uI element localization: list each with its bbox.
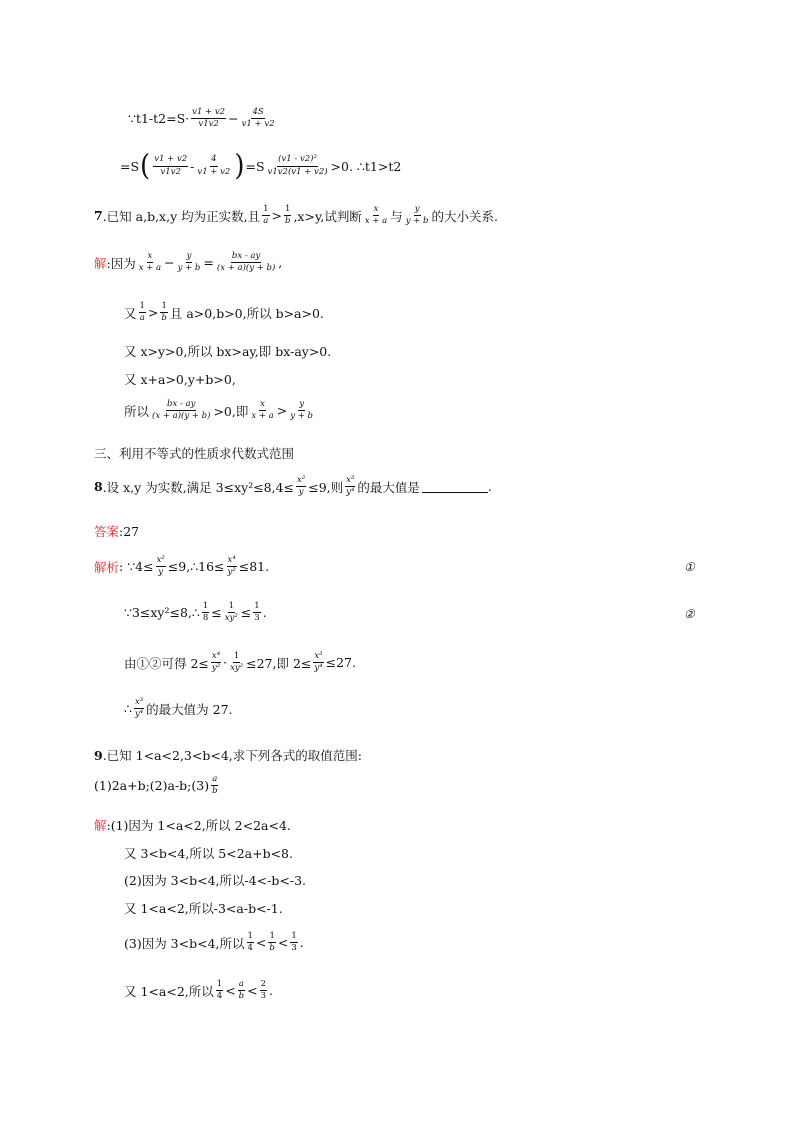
solution-7-line-4 — [124, 370, 236, 388]
solution-9-line-5 — [124, 932, 304, 954]
fraction: $\frac{x}{x + a}$ — [251, 399, 274, 422]
text: < — [225, 983, 236, 999]
text: .设 x,y 为实数,满足 3≤xy²≤8,4≤ — [102, 479, 295, 495]
text: 的最大值为 27. — [146, 701, 233, 717]
fraction: $\frac{1}{b}$ — [161, 301, 167, 324]
answer-8 — [94, 522, 139, 540]
solution-8-line-1 — [94, 556, 269, 578]
text: =S — [120, 158, 140, 174]
solution-7-line-2 — [124, 302, 324, 324]
text: = — [203, 255, 214, 271]
text: (2)因为 3<b<4,所以-4<-b<-3. — [124, 873, 307, 888]
fraction: $\frac{1}{3}$ — [291, 931, 297, 954]
solution-9-line-2 — [124, 844, 293, 862]
text: ,x>y,试判断 — [293, 208, 362, 224]
text: .已知 1<a<2,3<b<4,求下列各式的取值范围: — [102, 748, 362, 763]
text: , — [278, 255, 283, 271]
fraction: $\frac{a}{b}$ — [212, 774, 218, 797]
equation-marker-2: ② — [684, 607, 695, 621]
text: 又 3<b<4,所以 5<2a+b<8. — [124, 846, 293, 861]
text: - — [190, 158, 195, 174]
solution-8-line-2 — [124, 602, 267, 624]
text: < — [277, 935, 289, 951]
question-9 — [94, 746, 362, 764]
text: ≤27,即 2≤ — [246, 655, 312, 671]
question-number: 9 — [94, 747, 103, 763]
solution-8-line-3 — [124, 652, 356, 674]
fraction: $\frac{y}{y + b}$ — [405, 204, 429, 227]
text: (3)因为 3<b<4,所以 — [124, 935, 245, 951]
right-paren: ) — [234, 149, 245, 183]
solution-9-line-4 — [124, 899, 283, 917]
fraction: $\frac{bx - ay}{(x + a)(y + b)}$ — [152, 399, 211, 422]
fraction: $\frac{1}{b}$ — [285, 204, 291, 227]
fraction: $\frac{4S}{v1 + v2}$ — [241, 107, 275, 130]
text: (1)2a+b;(2)a-b;(3) — [94, 778, 210, 794]
text: . — [269, 983, 274, 999]
fraction: $\frac{y}{y + b}$ — [177, 251, 201, 274]
text: >0. ∴t1>t2 — [330, 158, 402, 174]
text: > — [147, 305, 159, 321]
solution-label: 解 — [94, 818, 107, 833]
fraction: $\frac{\text{x³}}{\text{y⁴}}$ — [314, 651, 323, 674]
text: . — [262, 605, 267, 621]
text: .已知 a,b,x,y 均为正实数,且 — [102, 208, 261, 224]
text: ≤9,则 — [308, 479, 344, 495]
left-paren: ( — [140, 149, 151, 183]
text: 又 x>y>0,所以 bx>ay,即 bx-ay>0. — [124, 344, 332, 359]
solution-8-line-4 — [124, 698, 233, 720]
text: . — [299, 935, 304, 951]
text: 的大小关系. — [431, 208, 498, 224]
fraction: $\frac{\text{x³}}{\text{y⁴}}$ — [346, 475, 355, 498]
fraction: $\frac{1}{\text{xy²}}$ — [224, 601, 238, 624]
text: · — [223, 655, 228, 671]
text: − — [228, 111, 239, 127]
text: . — [487, 479, 492, 495]
solution-9-line-6 — [124, 980, 273, 1002]
text: ≤ — [211, 605, 222, 621]
fraction: $\frac{\text{x²}}{y}$ — [156, 555, 165, 578]
solution-7-line-3 — [124, 342, 331, 360]
fraction: $\frac{4}{v1 + v2}$ — [197, 154, 231, 177]
text: >0,即 — [213, 403, 249, 419]
question-9-parts — [94, 775, 221, 797]
fraction: $\frac{\text{x³}}{\text{y⁴}}$ — [134, 697, 144, 720]
text: 由①②可得 2≤ — [124, 655, 209, 671]
fraction: $\frac{1}{\text{xy²}}$ — [230, 651, 244, 674]
text: > — [271, 208, 282, 224]
solution-7-line-1 — [94, 252, 282, 274]
text: ≤27. — [325, 655, 356, 671]
derivation-line-2 — [120, 149, 402, 183]
fraction: $\frac{1}{a}$ — [139, 301, 145, 324]
answer-value: :27 — [119, 523, 140, 539]
answer-blank — [422, 480, 488, 493]
fraction: $\frac{2}{3}$ — [260, 979, 267, 1002]
text: ∵t1-t2=S· — [128, 111, 190, 127]
fraction: $\frac{1}{a}$ — [263, 204, 269, 227]
solution-9-line-1 — [94, 816, 291, 834]
solution-label: 解 — [94, 255, 107, 271]
derivation-line-1 — [128, 108, 278, 130]
text: 与 — [390, 208, 403, 224]
text: 所以 — [124, 403, 150, 419]
fraction: $\frac{1}{3}$ — [254, 601, 260, 624]
question-7 — [94, 205, 498, 227]
fraction: $\frac{\text{x²}}{y}$ — [297, 475, 306, 498]
fraction: $\frac{1}{8}$ — [202, 601, 209, 624]
text: − — [164, 255, 175, 271]
text: 且 a>0,b>0,所以 b>a>0. — [169, 305, 324, 321]
text: 又 — [124, 305, 137, 321]
fraction: $\frac{\text{x⁴}}{\text{y²}}$ — [211, 651, 221, 674]
text: =S — [245, 158, 265, 174]
fraction: $\frac{v1 + v2}{v1v2}$ — [192, 107, 226, 130]
text: 又 1<a<2,所以-3<a-b<-1. — [124, 901, 283, 916]
text: ≤9,∴16≤ — [167, 559, 225, 575]
fraction: $\frac{1}{b}$ — [269, 931, 275, 954]
question-number: 8 — [94, 479, 103, 495]
text: : ∵4≤ — [119, 559, 154, 575]
text: 又 x+a>0,y+b>0, — [124, 372, 236, 387]
solution-label: 解析 — [94, 559, 120, 575]
text: :因为 — [106, 255, 136, 271]
text: 的最大值是 — [357, 479, 420, 495]
fraction: $\frac{x}{x + a}$ — [138, 251, 162, 274]
fraction: $\frac{\text{x⁴}}{\text{y²}}$ — [227, 555, 236, 578]
text: > — [276, 403, 288, 419]
text: ∴ — [124, 701, 132, 717]
heading-text: 三、利用不等式的性质求代数式范围 — [94, 446, 295, 461]
text: ≤81. — [238, 559, 270, 575]
text: :(1)因为 1<a<2,所以 2<2a<4. — [106, 818, 291, 833]
question-number: 7 — [94, 208, 103, 224]
fraction: $\frac{\text{(v1 - v2)²}}{v1v2(v1 + v2)}$ — [267, 154, 328, 177]
fraction: $\frac{1}{4}$ — [216, 979, 223, 1002]
fraction: $\frac{y}{y + b}$ — [290, 399, 313, 422]
question-8 — [94, 476, 492, 498]
fraction: $\frac{v1 + v2}{v1v2}$ — [154, 154, 188, 177]
section-heading — [94, 444, 294, 462]
text: ∵3≤xy²≤8,∴ — [124, 605, 200, 621]
text: < — [247, 983, 258, 999]
text: 又 1<a<2,所以 — [124, 983, 214, 999]
fraction: $\frac{x}{x + a}$ — [364, 204, 388, 227]
solution-9-line-3 — [124, 871, 306, 889]
text: ≤ — [240, 605, 252, 621]
fraction: $\frac{1}{4}$ — [247, 931, 253, 954]
text: < — [255, 935, 267, 951]
answer-label: 答案 — [94, 524, 120, 539]
fraction: $\frac{bx - ay}{(x + a)(y + b)}$ — [216, 251, 276, 274]
equation-marker-1: ① — [684, 560, 695, 574]
solution-7-line-5 — [124, 400, 316, 422]
fraction: $\frac{a}{b}$ — [238, 979, 245, 1002]
